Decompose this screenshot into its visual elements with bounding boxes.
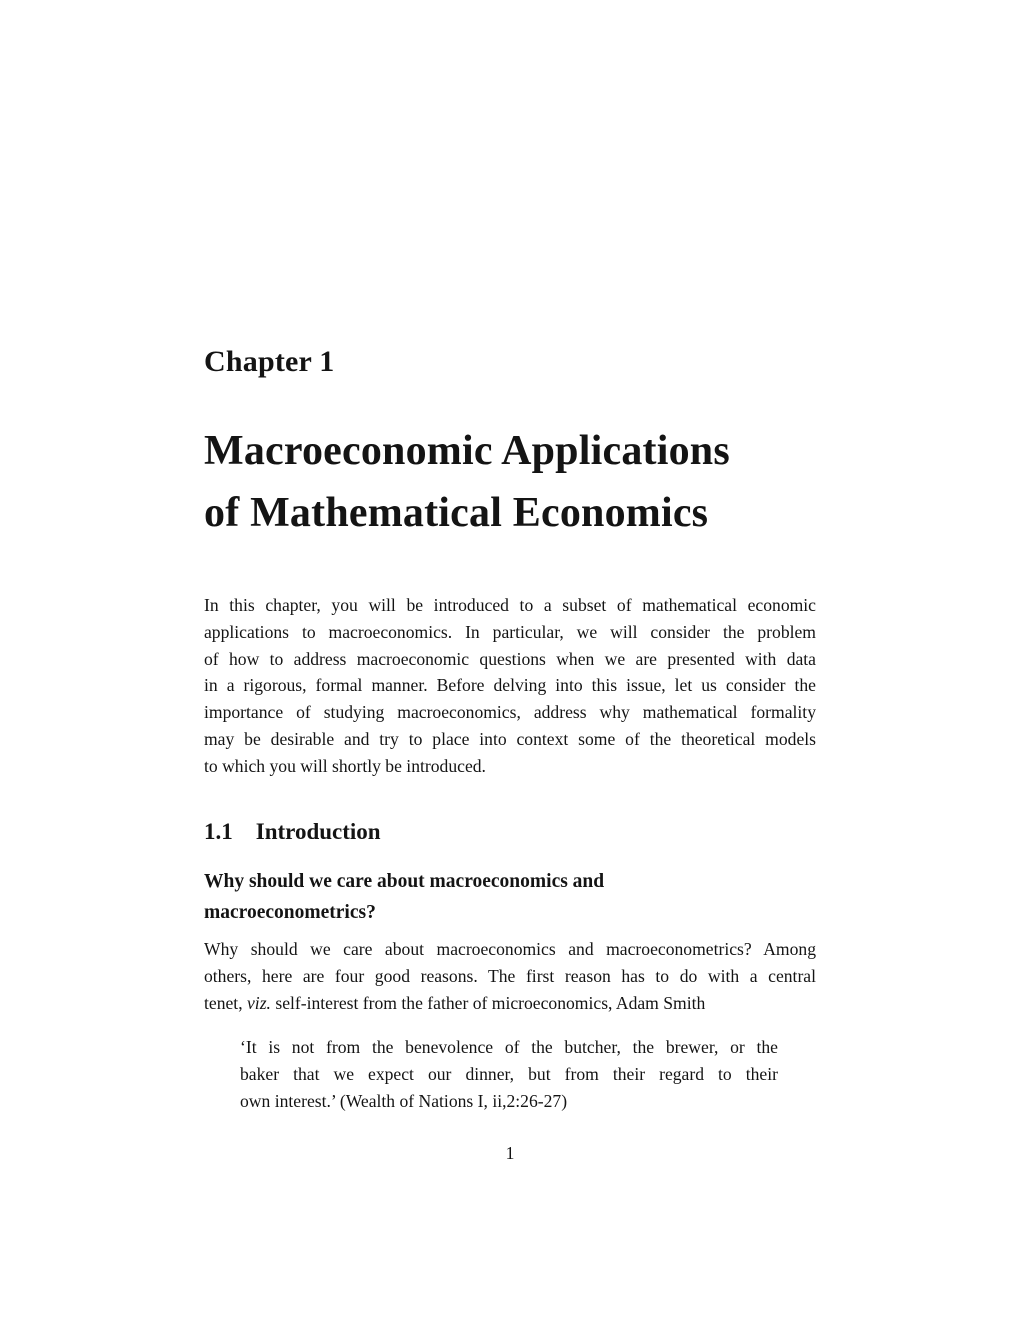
block-quote <box>240 1034 778 1114</box>
section-heading <box>204 817 381 847</box>
chapter-title-line-2: of Mathematical Economics <box>204 490 709 536</box>
text-line: own interest.’ (Wealth of Nations I, ii,2:26-27) <box>240 1090 568 1111</box>
subsection-heading-line-1: Why should we care about macroeconomics and <box>204 871 605 892</box>
chapter-title-line-1: Macroeconomic Applications <box>204 428 730 474</box>
text-line: ‘It is not from the benevolence of the butcher, the brewer, or the <box>240 1037 778 1057</box>
reasons-justified-lines <box>204 936 816 990</box>
text-line: others, here are four good reasons. The first reason has to do with a central <box>204 965 816 986</box>
intro-paragraph <box>204 592 816 780</box>
subsection-heading <box>204 866 816 928</box>
text-line: applications to macroeconomics. In particular, we will consider the problem <box>204 621 816 642</box>
text-line: importance of studying macroeconomics, address why mathematical formality <box>204 702 816 723</box>
text-segment: self-interest from the father of microeconomics, Adam Smith <box>270 992 706 1013</box>
text-line <box>204 990 816 1017</box>
section-title: Introduction <box>255 819 381 844</box>
text-line: Why should we care about macroeconomics and macroeconometrics? Among <box>204 939 816 959</box>
subsection-heading-line-2: macroeconometrics? <box>204 902 376 923</box>
body-paragraph <box>204 936 816 1016</box>
italic-text-segment: viz. <box>247 992 271 1013</box>
text-line: to which you will shortly be introduced. <box>204 755 486 776</box>
text-line: may be desirable and try to place into context some of the theoretical models <box>204 728 816 749</box>
page-number: 1 <box>505 1143 515 1163</box>
text-line: baker that we expect our dinner, but from their regard to their <box>240 1063 778 1084</box>
text-segment: tenet, <box>204 992 247 1013</box>
section-number: 1.1 <box>204 819 233 844</box>
chapter-title <box>204 420 816 544</box>
text-line: in a rigorous, formal manner. Before delving into this issue, let us consider the <box>204 675 816 696</box>
chapter-label: Chapter 1 <box>204 345 335 378</box>
text-line: In this chapter, you will be introduced to a subset of mathematical economic <box>204 595 816 615</box>
text-line: of how to address macroeconomic questions when we are presented with data <box>204 648 816 669</box>
intro-justified-lines <box>204 592 816 753</box>
quote-justified-lines <box>240 1034 778 1088</box>
